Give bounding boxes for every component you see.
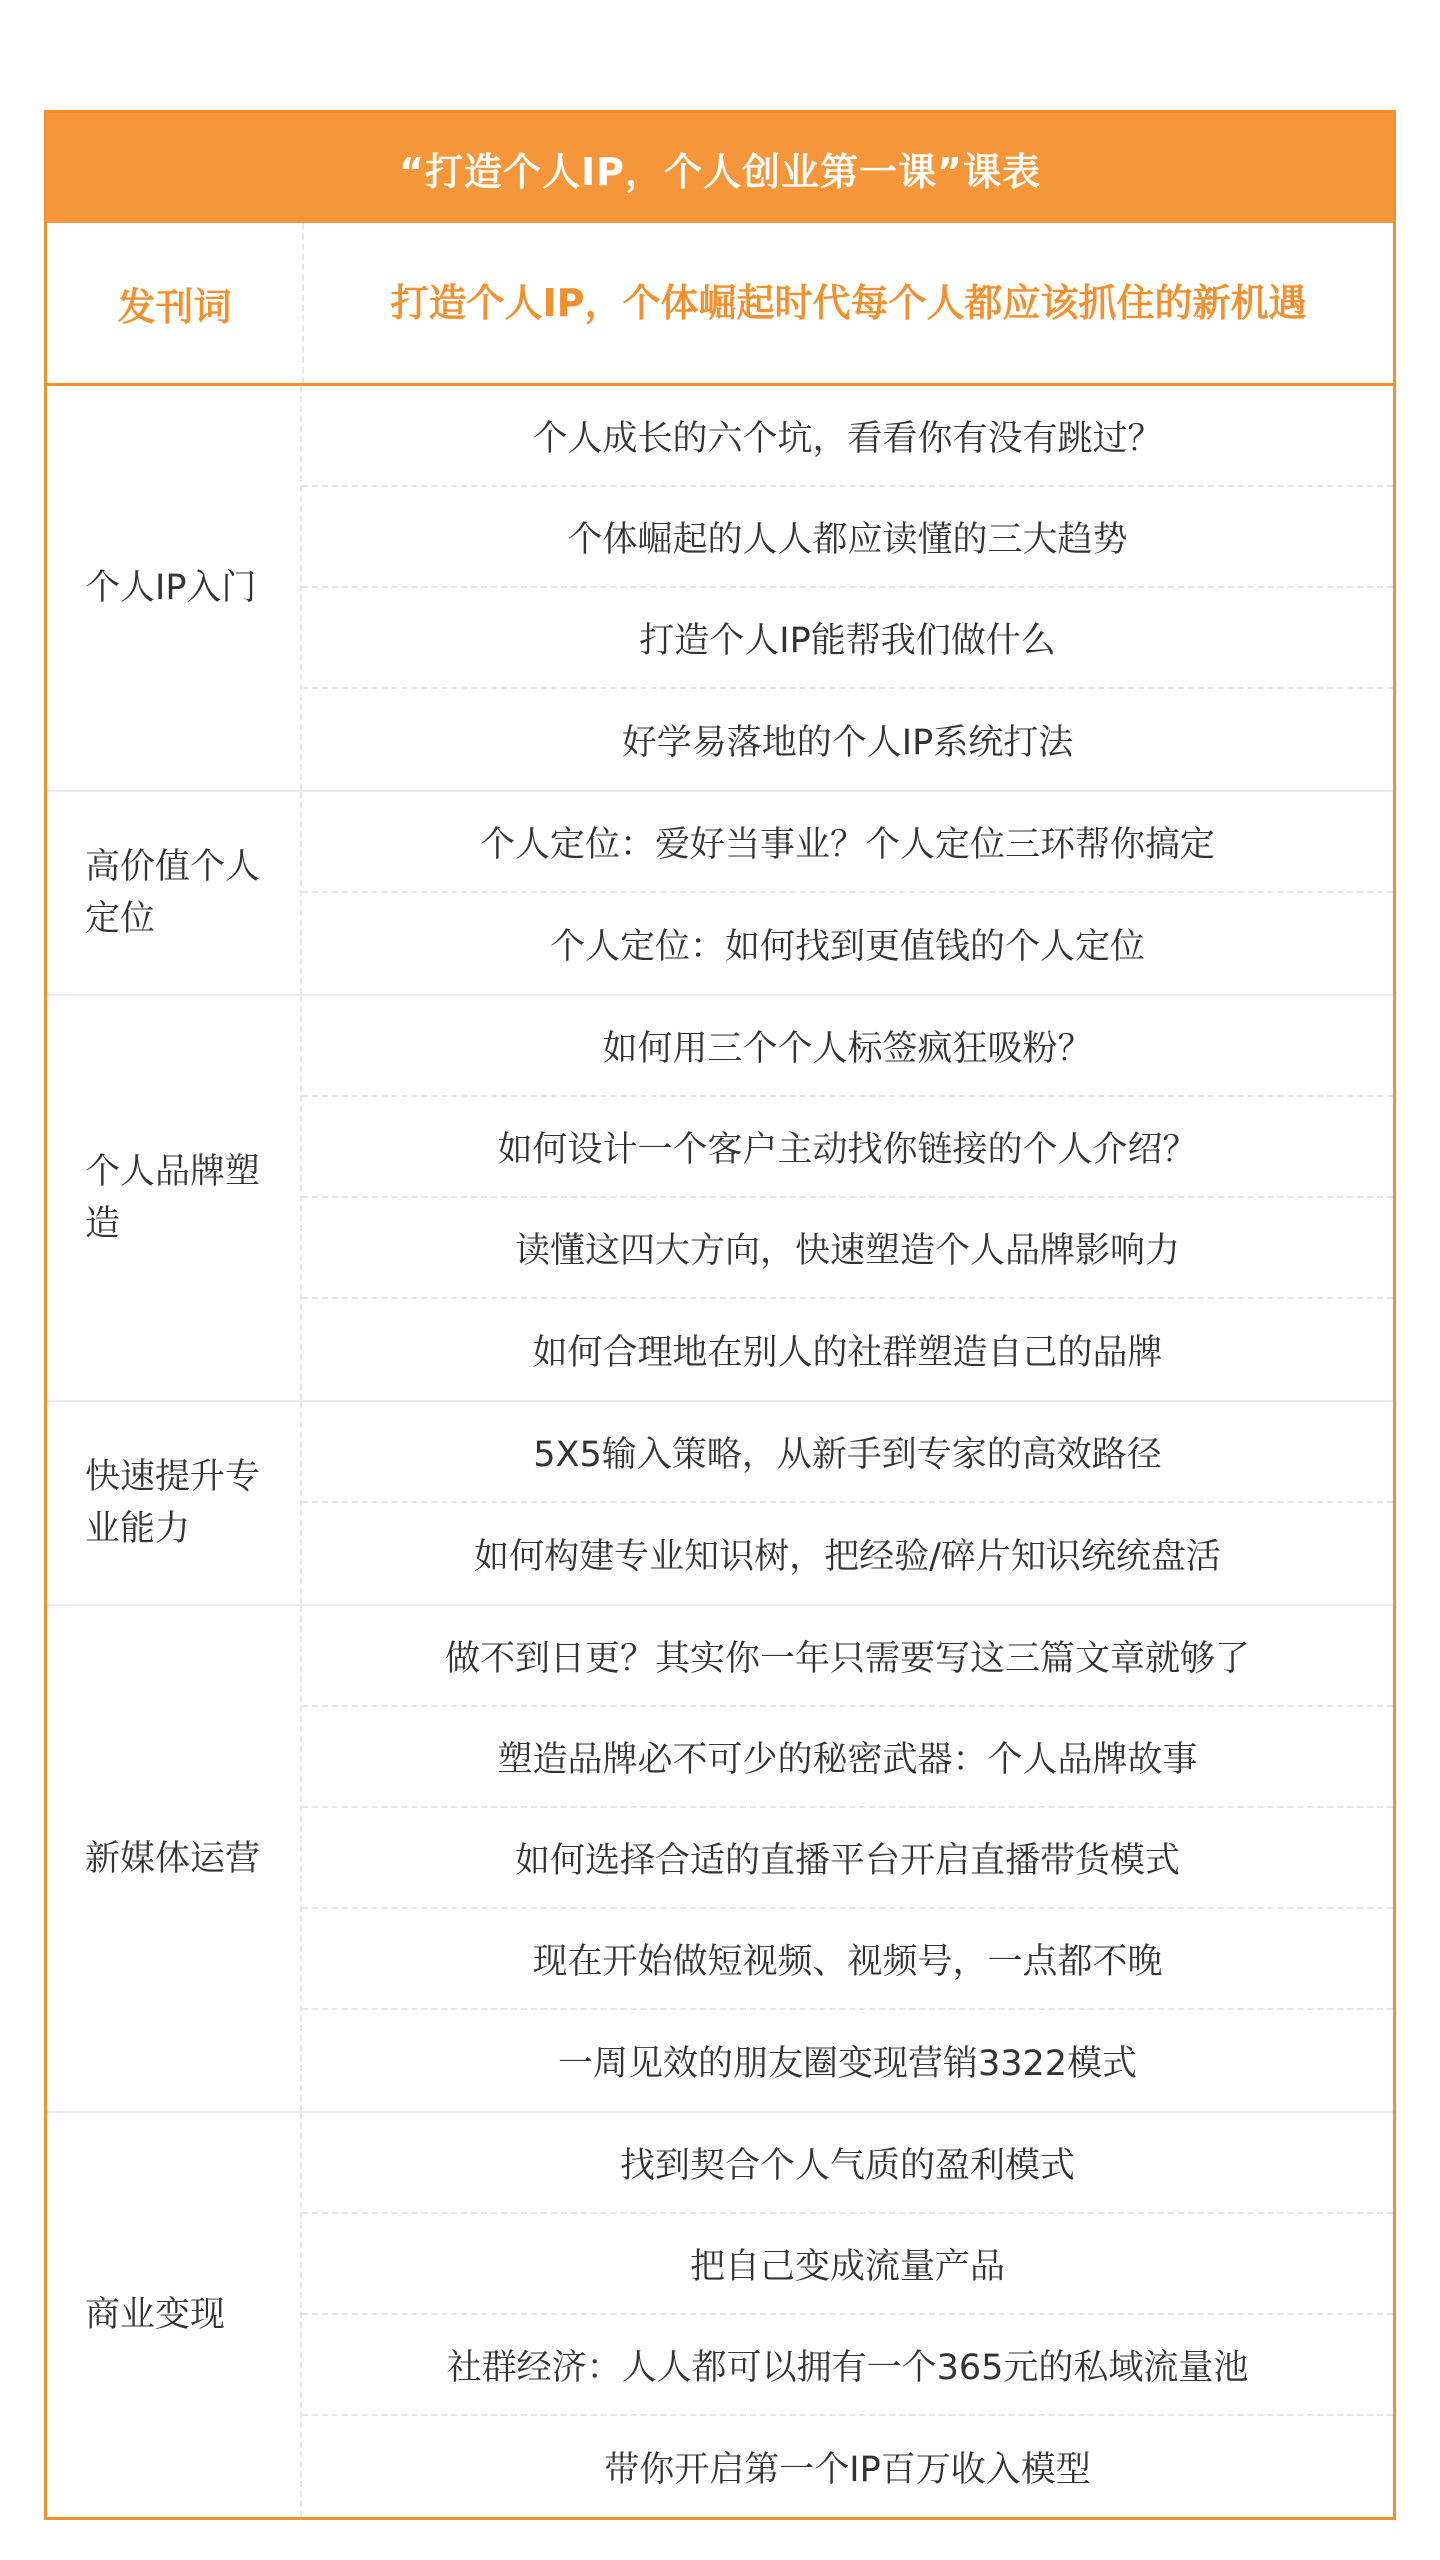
lesson-item: 个人定位：爱好当事业？个人定位三环帮你搞定 [302, 792, 1393, 893]
lesson-item: 打造个人IP能帮我们做什么 [302, 588, 1393, 689]
lesson-item: 带你开启第一个IP百万收入模型 [604, 2449, 1091, 2490]
lesson-list [302, 996, 1393, 1400]
module-label-cell [47, 792, 302, 994]
lesson-item: 个人定位：如何找到更值钱的个人定位 [549, 926, 1145, 967]
lesson-item: 一周见效的朋友圈变现营销3322模式 [557, 2043, 1138, 2084]
module-row [47, 386, 1393, 792]
lesson-item: 做不到日更？其实你一年只需要写这三篇文章就够了 [302, 1606, 1393, 1707]
module-label: 高价值个人定位 [85, 847, 261, 939]
intro-text: 打造个人IP，个体崛起时代每个人都应该抓住的新机遇 [390, 281, 1307, 325]
module-label-cell [47, 2113, 302, 2517]
lesson-item: 读懂这四大方向，快速塑造个人品牌影响力 [302, 1198, 1393, 1299]
lesson-list [302, 2113, 1393, 2517]
lesson-item: 现在开始做短视频、视频号，一点都不晚 [302, 1909, 1393, 2010]
module-label-cell [47, 386, 302, 790]
lesson-list [302, 792, 1393, 994]
intro-label: 发刊词 [47, 223, 304, 383]
module-row [47, 1606, 1393, 2113]
module-label-cell [47, 1606, 302, 2111]
lesson-item: 如何构建专业知识树，把经验/碎片知识统统盘活 [474, 1536, 1221, 1577]
lesson-item: 个人成长的六个坑，看看你有没有跳过？ [302, 386, 1393, 487]
module-label: 商业变现 [85, 2295, 226, 2335]
lesson-item: 如何设计一个客户主动找你链接的个人介绍？ [302, 1097, 1393, 1198]
lesson-item: 如何用三个个人标签疯狂吸粉？ [302, 996, 1393, 1097]
module-label: 快速提升专业能力 [85, 1457, 261, 1549]
modules-container [47, 386, 1393, 2517]
module-row [47, 1402, 1393, 1606]
module-label-cell [47, 996, 302, 1400]
lesson-item: 社群经济：人人都可以拥有一个365元的私域流量池 [302, 2315, 1393, 2416]
lesson-item: 5X5输入策略，从新手到专家的高效路径 [302, 1402, 1393, 1503]
schedule-title: “打造个人IP，个人创业第一课”课表 [47, 113, 1393, 223]
course-schedule-table [44, 110, 1396, 2520]
lesson-item: 如何选择合适的直播平台开启直播带货模式 [302, 1808, 1393, 1909]
intro-row [47, 223, 1393, 386]
lesson-item: 如何合理地在别人的社群塑造自己的品牌 [532, 1332, 1163, 1373]
module-label: 新媒体运营 [85, 1838, 261, 1879]
lesson-item: 个体崛起的人人都应读懂的三大趋势 [302, 487, 1393, 588]
module-label-cell [47, 1402, 302, 1604]
lesson-item: 找到契合个人气质的盈利模式 [302, 2113, 1393, 2214]
lesson-item: 把自己变成流量产品 [302, 2214, 1393, 2315]
module-label: 个人IP入门 [85, 568, 257, 608]
lesson-item: 好学易落地的个人IP系统打法 [621, 722, 1074, 763]
module-row [47, 2113, 1393, 2517]
lesson-list [302, 386, 1393, 790]
lesson-list [302, 1402, 1393, 1604]
module-label: 个人品牌塑造 [85, 1152, 261, 1244]
lesson-item: 塑造品牌必不可少的秘密武器：个人品牌故事 [302, 1707, 1393, 1808]
lesson-list [302, 1606, 1393, 2111]
module-row [47, 792, 1393, 996]
module-row [47, 996, 1393, 1402]
